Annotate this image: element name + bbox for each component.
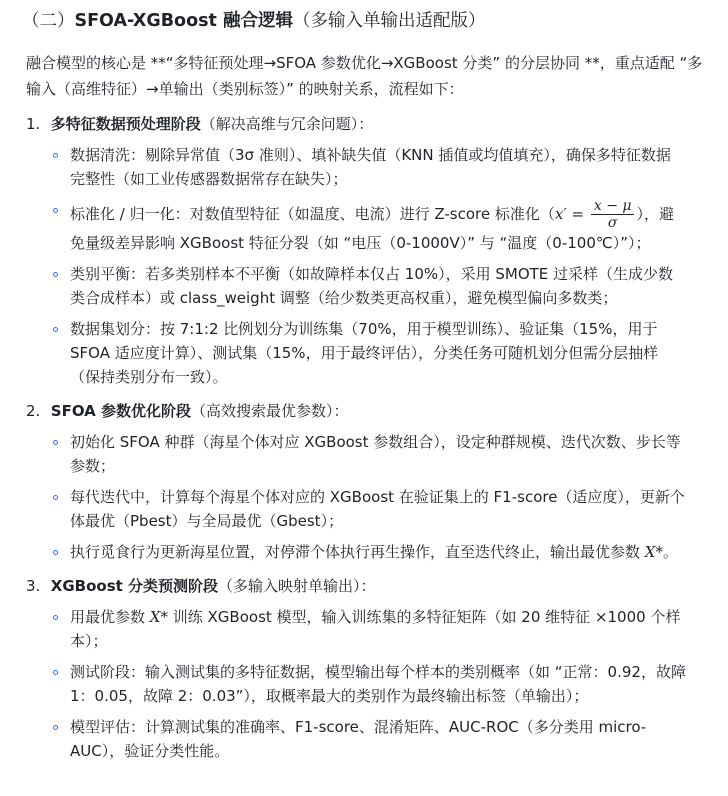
list-item: 数据清洗：剔除异常值（3σ 准则）、填补缺失值（KNN 插值或均值填充），确保多特征数据 完整性（如工业传感器数据常存在缺失）； <box>70 143 716 191</box>
bullet-icon <box>53 440 58 445</box>
bullet-icon <box>53 615 58 620</box>
bullet-icon <box>53 153 58 158</box>
optimal-params-symbol: X* <box>644 543 663 561</box>
section-note: （解决高维与冗余问题）： <box>200 115 374 133</box>
section-3-title <box>26 574 716 598</box>
section-note: （高效搜索最优参数）： <box>191 402 349 420</box>
list-item: 类别平衡：若多类别样本不平衡（如故障样本仅占 10%），采用 SMOTE 过采样（生成少数 类合成样本）或 class_weight 调整（给少数类更高权重），避免模型偏向多数类； <box>70 262 716 310</box>
section-1 <box>26 112 716 389</box>
section-2 <box>26 399 716 564</box>
heading-subtitle: （多输入单输出适配版） <box>292 11 486 31</box>
section-title-text: SFOA 参数优化阶段 <box>50 402 192 420</box>
bullet-icon <box>53 550 58 555</box>
section-title-text: XGBoost 分类预测阶段 <box>50 577 219 595</box>
formula-lhs: x′ = <box>554 205 585 223</box>
bullet-icon <box>53 725 58 730</box>
section-heading <box>22 8 716 34</box>
formula-fraction: $\frac{x - \mu}{\sigma}$ <box>591 198 635 231</box>
section-note: （多输入映射单输出）： <box>218 577 376 595</box>
intro-line-1: 融合模型的核心是 **“多特征预处理→SFOA 参数优化→XGBoost 分类” 的分层协同 **，重点适配 “多 <box>26 54 703 72</box>
section-3 <box>26 574 716 763</box>
list-item: 标准化 / 归一化：对数值型特征（如温度、电流）进行 Z-score 标准化（x′ = $\frac{x - \mu}{\sigma}$ ），避 免量级差异影响 XGBoost 特征分裂（如 “电压（0-1000V）” 与 “温度（0-100℃）”）； <box>70 198 716 255</box>
list-item: 初始化 SFOA 种群（海星个体对应 XGBoost 参数组合），设定种群规模、迭代次数、步长等 参数； <box>70 430 716 478</box>
heading-title: SFOA-XGBoost 融合逻辑 <box>74 11 293 31</box>
section-3-list <box>26 605 716 763</box>
bullet-icon <box>53 272 58 277</box>
bullet-icon <box>53 327 58 332</box>
section-number: 2. <box>26 402 41 420</box>
optimal-params-symbol: X* <box>149 608 168 626</box>
list-item: 用最优参数 X* 训练 XGBoost 模型，输入训练集的多特征矩阵（如 20 维特征 ×1000 个样 本）； <box>70 605 716 653</box>
heading-prefix: （二） <box>22 11 75 31</box>
intro-paragraph <box>26 50 716 102</box>
section-title-text: 多特征数据预处理阶段 <box>50 115 201 133</box>
bullet-icon <box>53 208 58 213</box>
list-item: 模型评估：计算测试集的准确率、F1-score、混淆矩阵、AUC-ROC（多分类用 micro- AUC），验证分类性能。 <box>70 715 716 763</box>
list-item: 测试阶段：输入测试集的多特征数据，模型输出每个样本的类别概率（如 “正常：0.92，故障 1：0.05，故障 2：0.03”），取概率最大的类别作为最终输出标签（单输出）； <box>70 660 716 708</box>
section-1-list <box>26 143 716 389</box>
section-1-title <box>26 112 716 136</box>
bullet-icon <box>53 495 58 500</box>
list-item: 数据集划分：按 7:1:2 比例划分为训练集（70%，用于模型训练）、验证集（15%，用于 SFOA 适应度计算）、测试集（15%，用于最终评估），分类任务可随机划分但需分层抽样 （保持类别分布一致）。 <box>70 317 716 389</box>
bullet-icon <box>53 670 58 675</box>
list-item: 执行觅食行为更新海星位置，对停滞个体执行再生操作，直至迭代终止，输出最优参数 X*。 <box>70 540 716 564</box>
section-number: 3. <box>26 577 41 595</box>
section-number: 1. <box>26 115 41 133</box>
section-2-title <box>26 399 716 423</box>
intro-line-2: 输入（高维特征）→单输出（类别标签）” 的映射关系，流程如下： <box>26 80 464 98</box>
section-2-list <box>26 430 716 564</box>
list-item: 每代迭代中，计算每个海星个体对应的 XGBoost 在验证集上的 F1-score（适应度），更新个 体最优（Pbest）与全局最优（Gbest）； <box>70 485 716 533</box>
